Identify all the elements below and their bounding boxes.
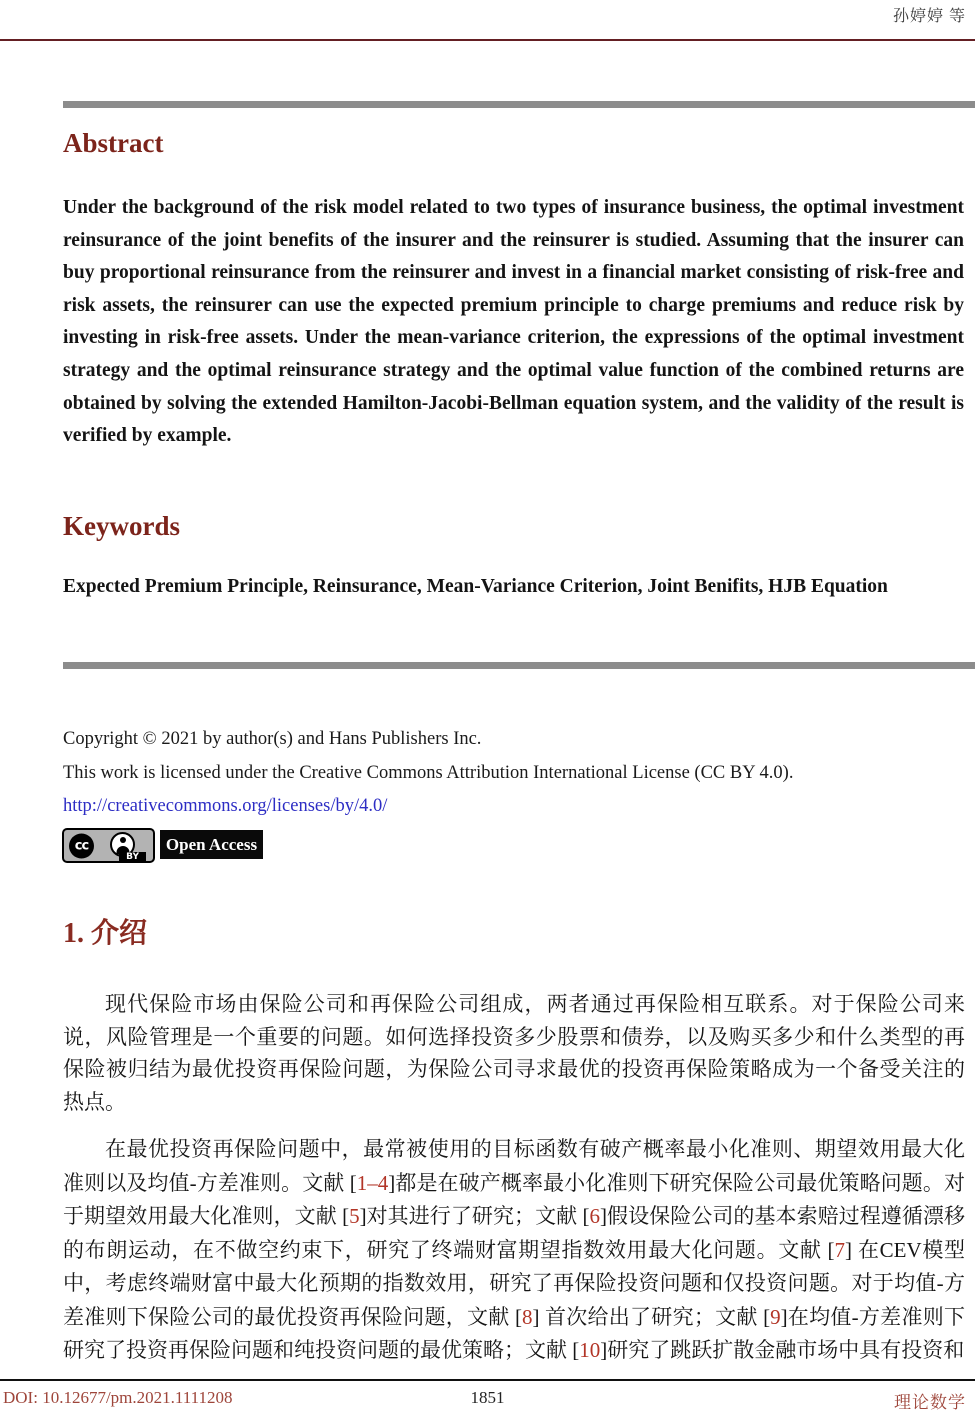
cc-by-badge[interactable] (62, 828, 155, 863)
license-divider-bar (63, 662, 975, 669)
open-access-badge[interactable]: Open Access (160, 830, 263, 859)
license-line: This work is licensed under the Creative Commons Attribution International License (CC BY 4.0). (63, 762, 794, 783)
abstract-heading: Abstract (63, 128, 164, 158)
citation-link[interactable]: 10 (579, 1338, 601, 1362)
footer-page-number: 1851 (470, 1388, 505, 1407)
citation-link[interactable]: 8 (522, 1304, 533, 1329)
keywords-heading: Keywords (63, 511, 180, 541)
citation-link[interactable]: 5 (349, 1204, 360, 1228)
paragraph-text: ]假设保险公司的基本索赔过程遵循漂移的布朗运动，在不做空约束下，研究了终端财富期望指数效用最大化问题。文献 [ (63, 1204, 965, 1262)
keywords-text: Expected Premium Principle, Reinsurance, Mean-Variance Criterion, Joint Benifits, HJB Equation (63, 576, 888, 597)
copyright-line: Copyright © 2021 by author(s) and Hans Publishers Inc. (63, 729, 482, 749)
footer-doi[interactable]: DOI: 10.12677/pm.2021.1111208 (3, 1388, 233, 1407)
cc-icon: cc (69, 833, 94, 858)
citation-link[interactable]: 7 (834, 1237, 846, 1262)
copyright-block (63, 723, 968, 824)
running-head-author: 孙婷婷 等 (892, 8, 966, 25)
abstract-divider-bar (63, 101, 975, 108)
header-rule (0, 39, 975, 41)
intro-paragraph-1: 现代保险市场由保险公司和再保险公司组成，两者通过再保险相互联系。对于保险公司来说，风险管理是一个重要的问题。如何选择投资多少股票和债券，以及购买多少和什么类型的再保险被归结为最优投资再保险问题，为保险公司寻求最优的投资再保险策略成为一个备受关注的热点。 (63, 992, 965, 1114)
citation-link[interactable]: 9 (770, 1304, 781, 1329)
paragraph-text: ]在均值-方差准则下研究了投资再保险问题和纯投资问题的最优策略；文献 [ (63, 1304, 965, 1362)
abstract-text: Under the background of the risk model related to two types of insurance business, the optimal investment reinsurance of the joint benefits of the insurer and the reinsurer is studied. Assuming that the insurer can buy proportional reinsurance from the reinsurer and invest in a financial market consisting of risk-free and risk assets, the reinsurer can use the expected premium principle to charge premiums and reduce risk by investing in risk-free assets. Under the mean-variance criterion, the expressions of the optimal investment strategy and the optimal reinsurance strategy and the optimal value function of the combined returns are obtained by solving the extended Hamilton-Jacobi-Bellman equation system, and the validity of the result is verified by example. (63, 197, 964, 447)
paragraph-text: ] 在CEV模型中，考虑终端财富中最大化预期的指数效用，研究了再保险投资问题和仅投资问题。对于均值-方差准则下保险公司的最优投资再保险问题，文献 [ (63, 1237, 965, 1329)
paragraph-text: ]对其进行了研究；文献 [ (359, 1204, 590, 1228)
license-link[interactable]: http://creativecommons.org/licenses/by/4.0/ (63, 796, 388, 816)
footer-rule (0, 1379, 975, 1381)
citation-link[interactable]: 1–4 (356, 1170, 389, 1195)
paragraph-text: ]研究了跳跃扩散金融市场中具有投资和 (600, 1338, 965, 1362)
section-1-heading: 1. 介绍 (63, 918, 148, 949)
citation-link[interactable]: 6 (589, 1204, 600, 1228)
cc-by-label: BY (119, 852, 146, 863)
paragraph-text: 在最优投资再保险问题中，最常被使用的目标函数有破产概率最小化准则、期望效用最大化准则以及均值-方差准则。文献 [ (63, 1137, 965, 1195)
paragraph-text: ] 首次给出了研究；文献 [ (532, 1304, 771, 1329)
footer (0, 1388, 975, 1414)
paragraph-text: ]都是在破产概率最小化准则下研究保险公司最优策略问题。对于期望效用最大化准则，文献 [ (63, 1170, 965, 1228)
footer-journal: 理论数学 (894, 1393, 966, 1412)
person-head-shape (120, 837, 126, 843)
intro-paragraph-2 (63, 1133, 965, 1368)
